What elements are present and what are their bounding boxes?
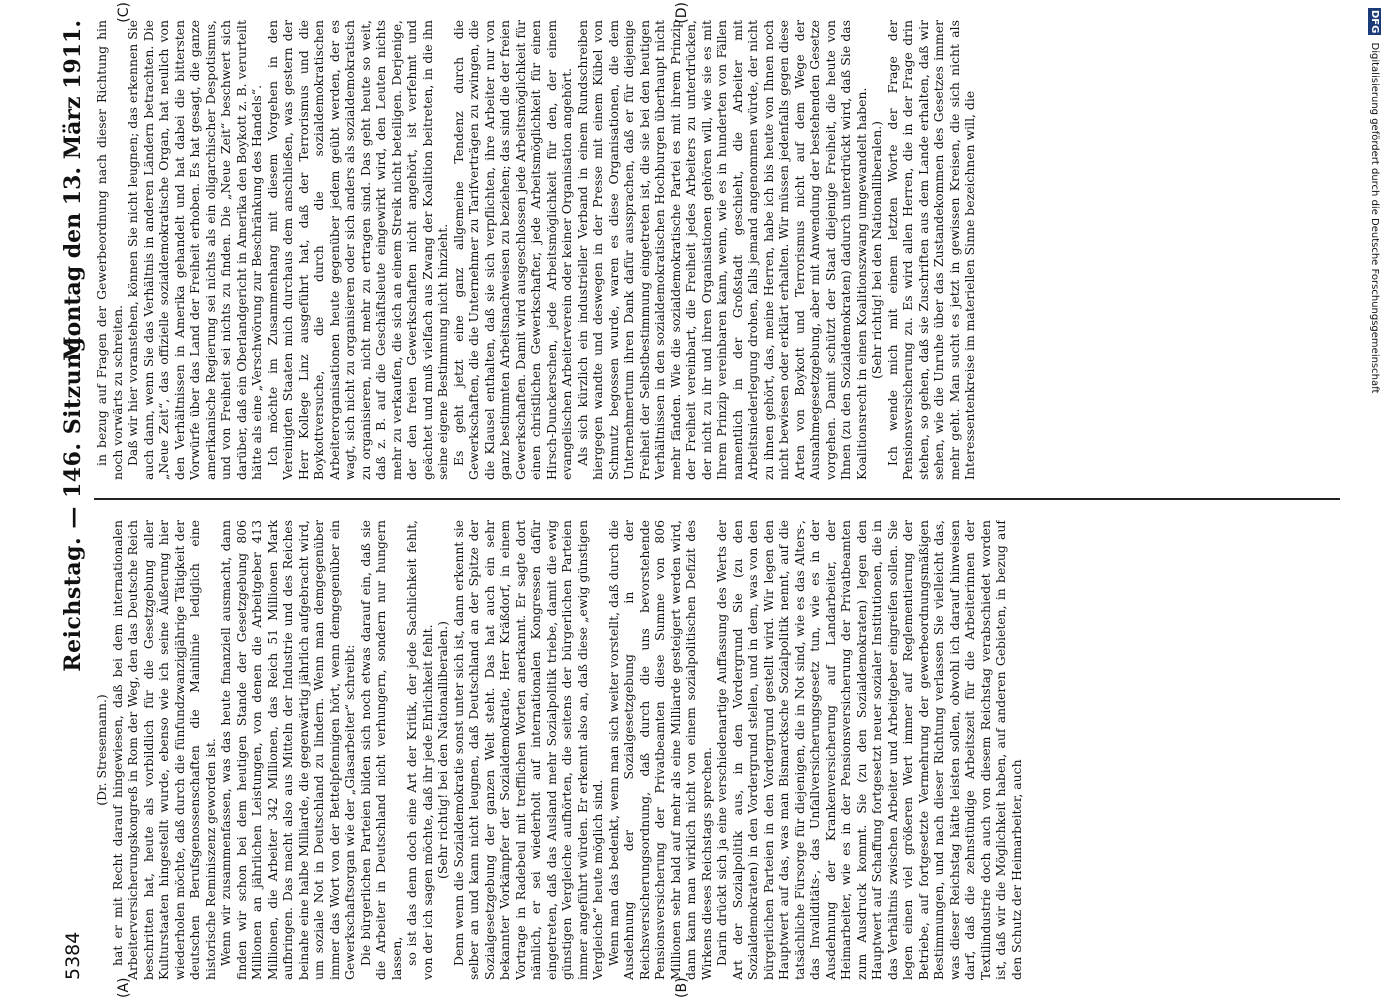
paragraph: hat er mit Recht darauf hingewiesen, daß bei dem internationalen Arbeiterversicherungskongreß in Rom der Weg, den das Deutsche Reich beschritten hat, heute als vorbildlich für die Gesetzgebung aller Kulturstaaten hingestellt wurde, ebenso wie ich seine Äußerung hier wiederholen möchte, daß durch die fünfundzwanzigjährige Tätigkeit der deutschen Berufsgenossenschaften die Mainlinie lediglich eine historische Reminiszenz geworden ist.: [109, 520, 218, 980]
margin-marker-a: (A): [116, 977, 132, 998]
paragraph: Darin drückt sich ja eine verschiedenartige Auffassung des Werts der Art der Sozialpolitik aus, in den Vordergrund Sie (zu den Sozialdemokraten) in den Vordergrund stellen, und in dem, was von den bürgerlichen Parteien in den Vordergrund gestellt wird. Wir legen den Hauptwert auf das, was man Bismarcksche Sozialpolitik nennt, auf die tatsächliche Fürsorge für diejenigen, die in Not sind, wie es das Alters-, das Invaliditäts-, das Unfallversicherungsgesetz tun, wie es in der Ausdehnung der Krankenversicherung auf Landarbeiter, der Heimarbeiter, wie es in der Pensionsversicherung der Privatbeamten zum Ausdruck kommt. Sie (zu den Sozialdemokraten) legen den Hauptwert auf Schaffung fortgesetzt neuer sozialer Institutionen, die in das Verhältnis zwischen Arbeiter und Arbeitgeber eingreifen sollen. Sie legen einen viel größeren Wert immer auf Reglementierung der Betriebe, auf fortgesetzte Vermehrung der gewerbeordnungsmäßigen Bestimmungen, und nach dieser Richtung verlassen Sie vielleicht das, was dieser Reichstag hätte leisten sollen, obwohl ich darauf hinweisen darf, daß die zehnstündige Arbeitszeit für die Arbeiterinnen der Textilindustrie doch auch von diesem Reichstag verabschiedet worden ist, daß wir die Möglichkeit haben, auf anderen Gebieten, in bezug auf den Schutz der Heimarbeiter, auch: [714, 520, 1024, 980]
document-page: [50, 0, 1350, 1000]
session-date: Montag den 13. März 1911.: [60, 20, 86, 361]
paragraph: in bezug auf Fragen der Gewerbeordnung nach dieser Richtung hin noch vorwärts zu schreiten.: [94, 20, 125, 480]
dfg-logo: DFG: [1369, 10, 1380, 34]
page-number: 5384: [62, 931, 84, 980]
session-title: Reichstag. — 146. Sitzung.: [60, 328, 86, 672]
paragraph: so ist das denn doch eine Art der Kritik, der jede Sachlichkeit fehlt, von der ich sagen möchte, daß ihr jede Ehrlichkeit fehlt.: [404, 520, 435, 980]
paragraph: Ich wende mich mit einem letzten Worte der Frage der Pensionsversicherung zu. Es wird allen Herren, die in der Frage drin stehen, so gehen, daß sie Zuschriften aus dem Lande erhalten, daß wir sehen, wie die Unruhe über das Zustandekommen des Gesetzes immer mehr geht. Man sucht es jetzt in gewissen Kreisen, die sich nicht als Interessentenkreise im materiellen Sinne bezeichnen will, die: [884, 20, 977, 480]
paragraph: Wenn man das bedenkt, wenn man sich weiter vorstellt, daß durch die Ausdehnung der Sozialgesetzgebung in der Reichsversicherungsordnung, daß durch die uns bevorstehende Pensionsversicherung der Privatbeamten diese Summe von 806 Millionen sehr bald auf mehr als eine Milliarde gesteigert werden wird, dann kann man wirklich nicht von einem sozialpolitischen Defizit des Wirkens dieses Reichstags sprechen.: [605, 520, 714, 980]
interjection: (Sehr richtig! bei den Nationalliberalen.): [869, 121, 884, 379]
text-columns: [94, 2, 1340, 998]
digitization-credit: [1368, 8, 1381, 568]
credit-text: Digitalisierung gefördert durch die Deutsche Forschungsgemeinschaft: [1369, 42, 1380, 394]
page-header: [56, 20, 90, 980]
margin-marker-c: (C): [116, 2, 132, 23]
paragraph: Daß wir hier voranstehen, können Sie nicht leugnen; das erkennen Sie auch dann, wenn Sie das Verhältnis in anderen Ländern betrachten. Die „Neue Zeit“, das offizielle sozialdemokratische Organ, hat neulich von den Verhältnissen in Amerika gehandelt und hat dabei die bittersten Vorwürfe über das Land der Freiheit erhoben. Es hat gesagt, die ganze amerikanische Regierung sei nichts als ein oligarchischer Despotismus, und von Freiheit sei nichts zu finden. Die „Neue Zeit“ beschwert sich darüber, daß ein Oberlandgericht in Amerika den Boykott z. B. verurteilt hätte als eine „Verschwörung zur Beschränkung des Handels“.: [125, 20, 264, 480]
right-column: [94, 20, 1340, 480]
left-column: [94, 520, 1340, 980]
paragraph: Ich möchte im Zusammenhang mit diesem Vorgehen in den Vereinigten Staaten mich durchaus dem anschließen, was gestern der Herr Kollege Linz ausgeführt hat, daß der Terrorismus und die Boykottversuche, die durch die sozialdemokratischen Arbeiterorganisationen heute gegenüber jedem geübt werden, der es wagt, sich nicht zu organisieren oder sich anders als sozialdemokratisch zu organisieren, nicht mehr zu ertragen sind. Das geht heute so weit, daß z. B. auf die Geschäftsleute eingewirkt wird, den Leuten nichts mehr zu verkaufen, die sich an einem Streik nicht beteiligen. Derjenige, der den freien Gewerkschaften nicht angehört, ist verfehmt und geächtet und muß vielfach aus Zwang der Koalition beitreten, in die ihn seine eigene Bestimmung nicht hinzieht.: [264, 20, 450, 480]
margin-marker-b: (B): [674, 977, 690, 998]
interjection: (Sehr richtig! bei den Nationalliberalen.): [435, 621, 450, 879]
paragraph: Als sich kürzlich ein industrieller Verband in einem Rundschreiben hiergegen wandte und deswegen in der Presse mit einem Kübel von Schmutz begossen wurde, waren es diese Organisationen, die dem Unternehmertum ihren Dank dafür aussprachen, daß er für diejenige Freiheit der Selbstbestimmung eingetreten ist, die sie bei den heutigen Verhältnissen in den sozialdemokratischen Hochburgen überhaupt nicht mehr fänden. Wie die sozialdemokratische Partei es mit ihrem Prinzip der Freiheit vereinbart, die Freiheit jedes Arbeiters zu unterdrücken, der nicht zu ihr und ihren Organisationen gehören will, wie sie es mit Ihrem Prinzip vereinbaren kann, wenn, wie es in hunderten von Fällen namentlich in der Großstadt geschieht, die Arbeiter mit Arbeitsniederlegung drohen, falls jemand angenommen würde, der nicht zu ihnen gehört, das, meine Herren, habe ich bis heute von Ihnen noch nicht bewiesen oder erklärt erhalten. Wir müssen jedenfalls gegen diese Arten von Boykott und Terrorismus nicht auf dem Wege der Ausnahmegesetzgebung, aber mit Anwendung der bestehenden Gesetze vorgehen. Damit schützt der Staat diejenige Freiheit, die heute von Ihnen (zu den Sozialdemokraten) dadurch unterdrückt wird, daß Sie das Koalitionsrecht in einen Koalitionszwang umgewandelt haben.: [574, 20, 869, 480]
paragraph: Denn wenn die Sozialdemokratie sonst unter sich ist, dann erkennt sie selber an und kann nicht leugnen, daß Deutschland an der Spitze der Sozialgesetzgebung der ganzen Welt steht. Das hat auch ein sehr bekannter Vorkämpfer der Sozialdemokratie, Herr Kräßdorf, in einem Vortrage in Radebeul mit trefflichen Worten anerkannt. Er sagte dort nämlich, er sei wiederholt auf internationalen Kongressen dafür eingetreten, daß das Ausland mehr Sozialpolitik triebe, damit die ewig günstigen Vergleiche aufhörten, die seitens der bürgerlichen Parteien immer angeführt würden. Er erkennt also an, daß diese „ewig günstigen Vergleiche“ heute möglich sind.: [450, 520, 605, 980]
paragraph: Wenn wir zusammenfassen, was das heute finanziell ausmacht, dann finden wir schon bei dem heutigen Stande der Gesetzgebung 806 Millionen an jährlichen Leistungen, von denen die Arbeitgeber 413 Millionen, die Arbeiter 342 Millionen, das Reich 51 Millionen Mark aufbringen. Das macht also aus Mitteln der Industrie und des Reiches beinahe eine halbe Milliarde, die gegenwärtig jährlich aufgebracht wird, um soziale Not in Deutschland zu lindern. Wenn man demgegenüber immer das Wort von der Bettelpfennigen hört, wenn demgegenüber ein Gewerkschaftsorgan wie der „Glasarbeiter“ schreibt:: [218, 520, 357, 980]
quote-paragraph: Die bürgerlichen Parteien bilden sich noch etwas darauf ein, daß sie die Arbeiter in Deutschland nicht verhungern, sondern nur hungern lassen,: [357, 520, 404, 980]
paragraph: Es geht jetzt eine ganz allgemeine Tendenz durch die Gewerkschaften, die die Unternehmer zu Tarifverträgen zu zwingen, die die Klausel enthalten, daß sie sich verpflichten, ihre Arbeiter nur von ganz bestimmten Arbeitsnachweisen zu beziehen; das sind die der freien Gewerkschaften. Damit wird ausgeschlossen jede Arbeitsmöglichkeit für einen christlichen Gewerkschafter, jede Arbeitsmöglichkeit für einen Hirsch-Dunckerschen, jede Arbeitsmöglichkeit für den, der einem evangelischen Arbeiterverein oder keiner Organisation angehört.: [450, 20, 574, 480]
margin-marker-d: (D): [674, 2, 690, 24]
column-divider: [94, 498, 1340, 500]
speaker-name: (Dr. Stresemann.): [94, 694, 109, 806]
